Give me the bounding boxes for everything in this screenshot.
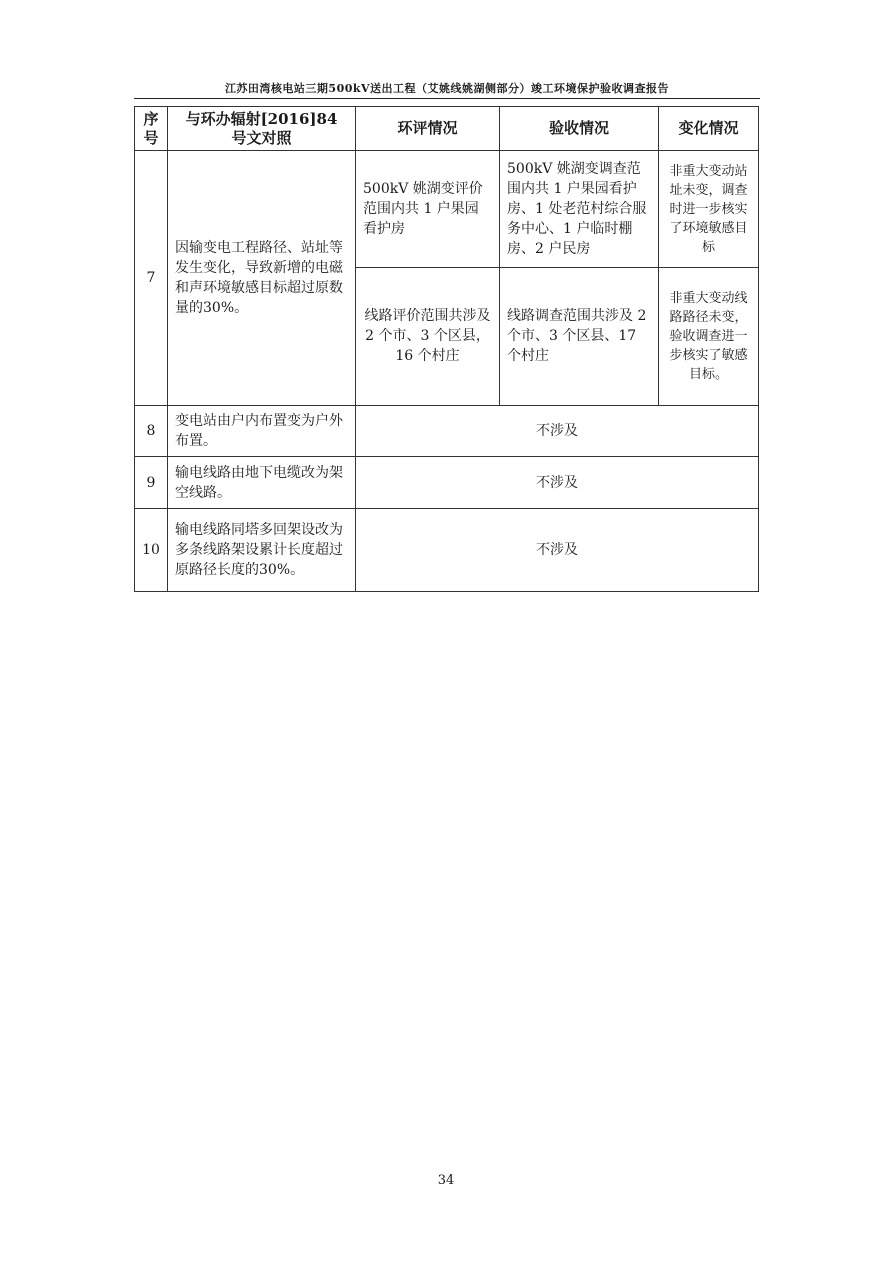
row8-ref: 变电站由户内布置变为户外布置。 — [168, 406, 356, 457]
row7-eia-line: 线路评价范围共涉及 2 个市、3 个区县，16 个村庄 — [356, 268, 500, 406]
row7-acceptance-line: 线路调查范围共涉及 2 个市、3 个区县、17 个村庄 — [500, 268, 659, 406]
row8-merged: 不涉及 — [356, 406, 759, 457]
row7-change-substation: 非重大变动站址未变，调查时进一步核实了环境敏感目标 — [659, 151, 759, 268]
row10-seq: 10 — [135, 509, 168, 592]
row9-ref: 输电线路由地下电缆改为架空线路。 — [168, 457, 356, 509]
row7-change-line: 非重大变动线路路径未变，验收调查进一步核实了敏感目标。 — [659, 268, 759, 406]
page-number: 34 — [437, 1173, 455, 1188]
header-ref: 与环办辐射[2016]84号文对照 — [168, 107, 356, 151]
table-row — [135, 151, 759, 268]
table-row — [135, 457, 759, 509]
header-seq: 序号 — [135, 107, 168, 151]
row7-eia-substation: 500kV 姚湖变评价范围内共 1 户果园看护房 — [356, 151, 500, 268]
row9-merged: 不涉及 — [356, 457, 759, 509]
row7-ref: 因输变电工程路径、站址等发生变化，导致新增的电磁和声环境敏感目标超过原数量的30%。 — [168, 151, 356, 406]
row10-ref: 输电线路同塔多回架设改为多条线路架设累计长度超过原路径长度的30%。 — [168, 509, 356, 592]
header-eia: 环评情况 — [356, 107, 500, 151]
comparison-table — [134, 106, 759, 592]
row8-seq: 8 — [135, 406, 168, 457]
row7-seq: 7 — [135, 151, 168, 406]
row10-merged: 不涉及 — [356, 509, 759, 592]
running-header: 江苏田湾核电站三期500kV送出工程（艾姚线姚湖侧部分）竣工环境保护验收调查报告 — [224, 82, 670, 95]
table-row — [135, 509, 759, 592]
table-row — [135, 406, 759, 457]
row9-seq: 9 — [135, 457, 168, 509]
table-header-row — [135, 107, 759, 151]
row7-acceptance-substation: 500kV 姚湖变调查范围内共 1 户果园看护房、1 处老范村综合服务中心、1 户临时棚房、2 户民房 — [500, 151, 659, 268]
header-acceptance: 验收情况 — [500, 107, 659, 151]
header-change: 变化情况 — [659, 107, 759, 151]
header-rule — [134, 98, 760, 99]
